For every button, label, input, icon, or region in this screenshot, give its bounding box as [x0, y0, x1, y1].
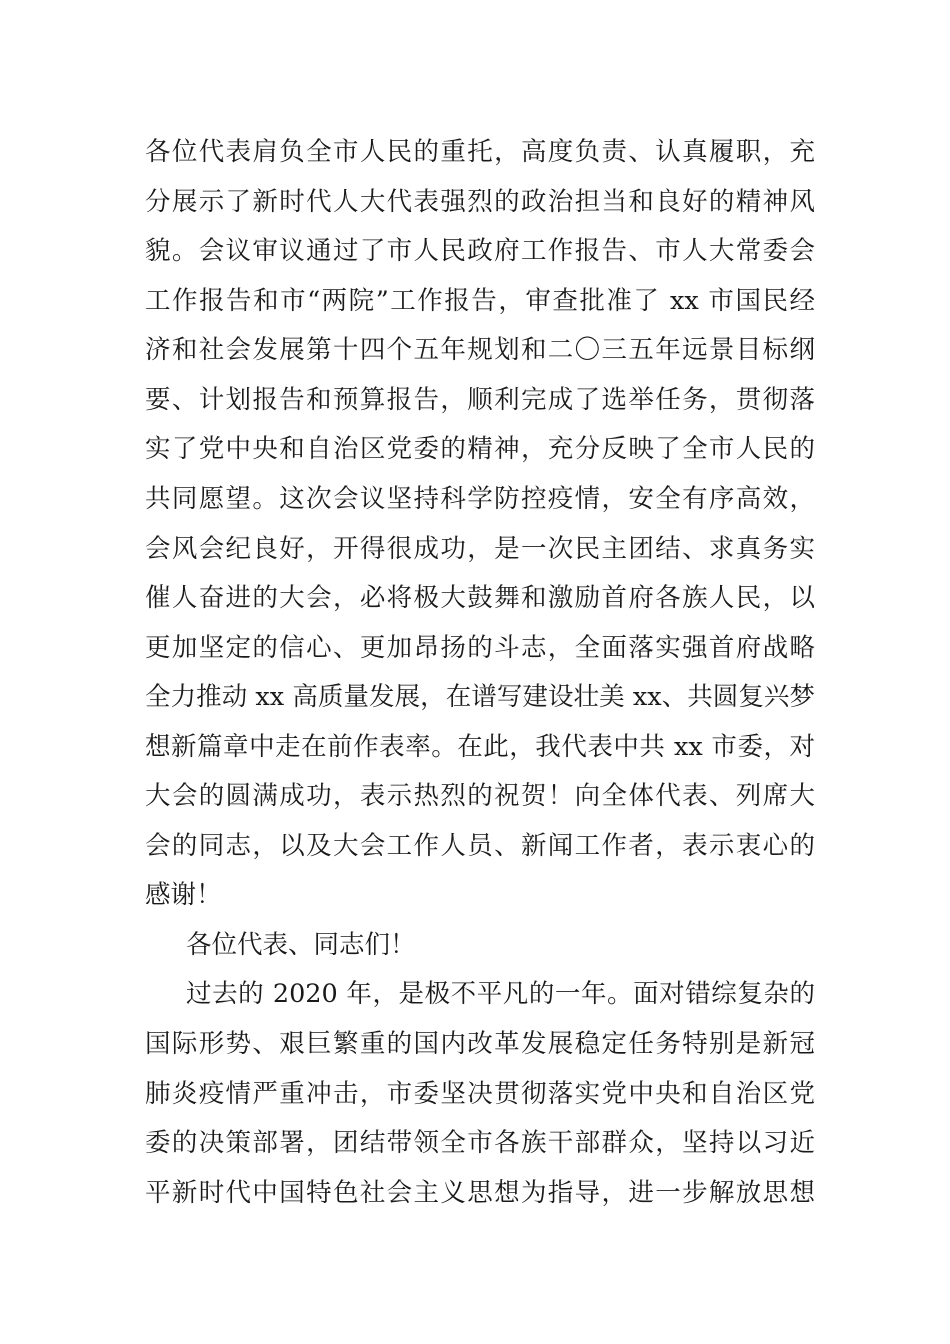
- paragraph-line: 会风会纪良好，开得很成功，是一次民主团结、求真务实: [145, 534, 815, 564]
- paragraph-line: 国际形势、艰巨繁重的国内改革发展稳定任务特别是新冠: [145, 1029, 815, 1059]
- paragraph-line: 大会的圆满成功，表示热烈的祝贺！向全体代表、列席大: [145, 781, 815, 811]
- paragraph-line: 共同愿望。这次会议坚持科学防控疫情，安全有序高效，: [145, 484, 815, 514]
- paragraph-line: 平新时代中国特色社会主义思想为指导，进一步解放思想: [145, 1178, 815, 1208]
- paragraph-line: 貌。会议审议通过了市人民政府工作报告、市人大常委会: [145, 236, 815, 266]
- paragraph-line: 更加坚定的信心、更加昂扬的斗志，全面落实强首府战略: [145, 633, 815, 663]
- paragraph-line: 分展示了新时代人大代表强烈的政治担当和良好的精神风: [145, 187, 815, 217]
- paragraph-line: 要、计划报告和预算报告，顺利完成了选举任务，贯彻落: [145, 385, 815, 415]
- paragraph-line: 各位代表肩负全市人民的重托，高度负责、认真履职，充: [145, 137, 815, 167]
- paragraph-line: 全力推动 xx 高质量发展，在谱写建设壮美 xx、共圆复兴梦: [145, 682, 815, 712]
- paragraph-line: 过去的 2020 年，是极不平凡的一年。面对错综复杂的: [186, 979, 815, 1009]
- paragraph-line: 想新篇章中走在前作表率。在此，我代表中共 xx 市委，对: [145, 732, 815, 762]
- paragraph-line: 肺炎疫情严重冲击，市委坚决贯彻落实党中央和自治区党: [145, 1079, 815, 1109]
- paragraph-line: 济和社会发展第十四个五年规划和二〇三五年远景目标纲: [145, 335, 815, 365]
- paragraph-line: 感谢！: [145, 880, 222, 910]
- paragraph-line: 催人奋进的大会，必将极大鼓舞和激励首府各族人民，以: [145, 583, 815, 613]
- salutation: 各位代表、同志们！: [186, 930, 416, 960]
- paragraph-line: 委的决策部署，团结带领全市各族干部群众，坚持以习近: [145, 1128, 815, 1158]
- paragraph-line: 会的同志，以及大会工作人员、新闻工作者，表示衷心的: [145, 831, 815, 861]
- paragraph-line: 实了党中央和自治区党委的精神，充分反映了全市人民的: [145, 434, 815, 464]
- paragraph-line: 工作报告和市“两院”工作报告，审查批准了 xx 市国民经: [145, 286, 815, 316]
